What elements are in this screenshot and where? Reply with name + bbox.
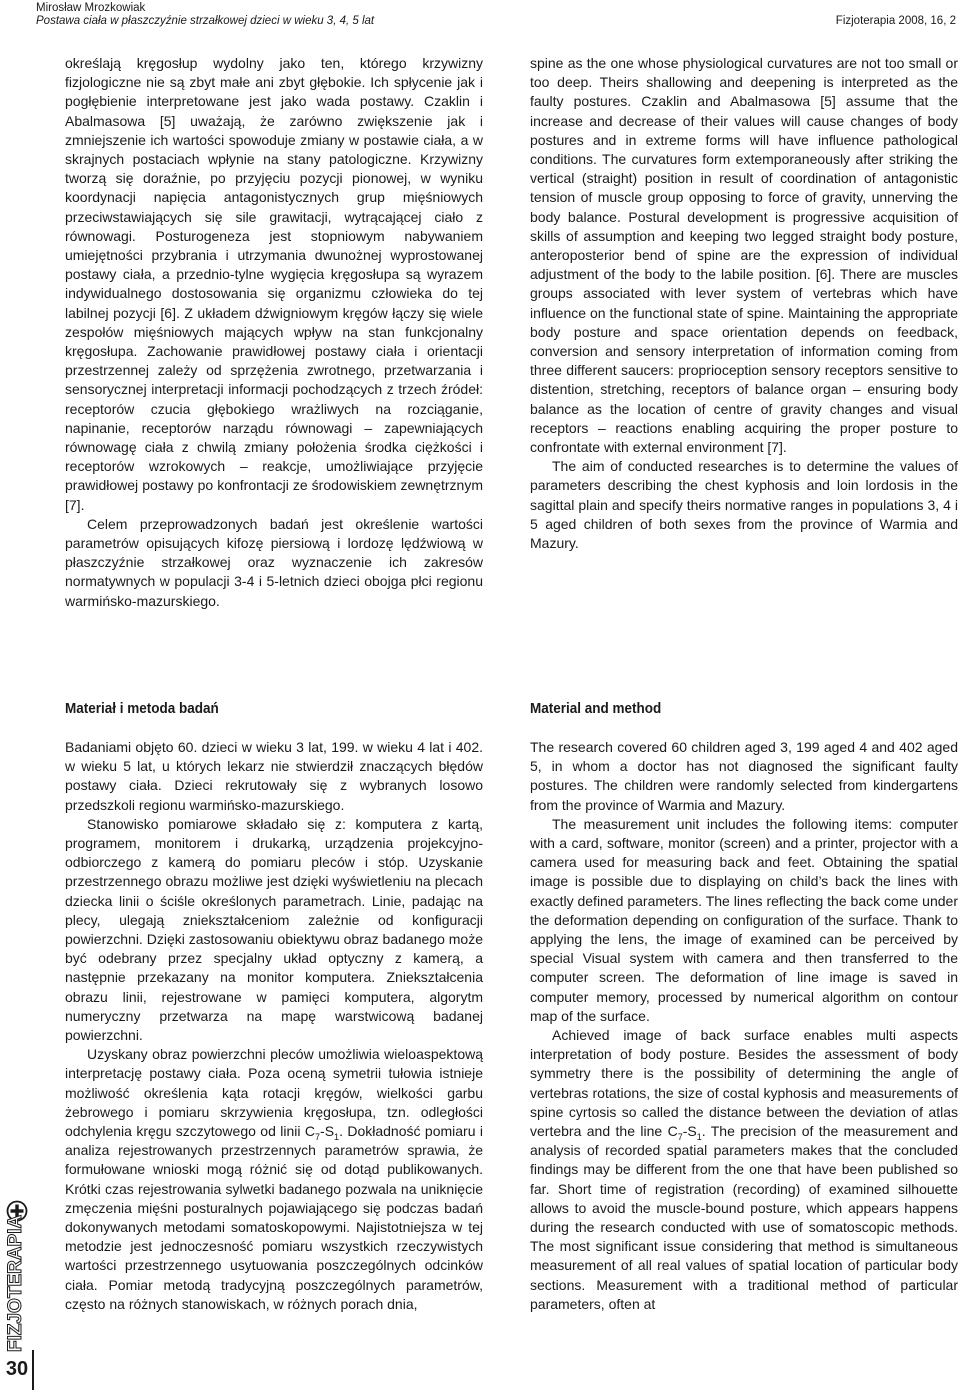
left-method-p3 [65,1045,483,1314]
right-intro-p1: spine as the one whose physiological curvatures are not too small or too deep. Theirs shallowing and deepening is interpreted as the faulty postures. Czaklin and Abalmasowa [5] assume that the increase and decrease of their values will cause changes of body postures and in extreme forms will have influence pathological conditions. The curvatures form extemporaneously after striking the vertical (straight) position in result of coordination of antagonistic tension of muscle group opposing to force of gravity, unnerving the body balance. Postural development is progressive acquisition of skills of assumption and keeping two legged straight body posture, anteroposterior bend of spine are the expression of individual adjustment of the body to the labile position. [6]. There are muscles groups associated with lever system of vertebras which have influence on the functional state of spine. Maintaining the appropriate body posture and space orientation depends on feedback, conversion and sensory interpretation of information coming from three different saucers: proprioception sensory receptors sensitive to distention, stretching, receptors of balance organ – ensuring body balance as the location of centre of gravity changes and visual receptors – reactions enabling acquiring the proper posture to confrontate with external environment [7]. [530,55,958,456]
right-method-p2: The measurement unit includes the following items: computer with a card, software, monitor (screen) and a printer, projector with a camera used for measuring back and feet. Obtaining the spatial image is possible due to displaying on child’s back the lines with exactly defined parameters. The lines reflecting the back come under the deformation depending on configuration of the surface. Thank to applying the lens, the image of examined can be perceived by special Visual system with camera and then transferred to the computer screen. The deformation of line image is saved in computer memory, processed by numerical algorithm on contour map of the surface. [530,815,958,1024]
left-intro-p2: Celem przeprowadzonych badań jest określenie wartości parametrów opisujących kifozę piersiową i lordozę lędźwiową w płaszczyźnie strzałkowej oraz wyznaczenie ich zakresów normatywnych w populacji 3-4 i 5-letnich dzieci obojga płci regionu warmińsko-mazurskiego. [65,515,483,609]
left-method [65,738,483,1314]
header-journal: Fizjoterapia 2008, 16, 2 [835,15,956,27]
left-method-p3-mid: -S [320,1123,335,1140]
left-method-p3-sub2: 1 [334,1131,340,1142]
right-section-heading: Material and method [530,700,662,717]
left-method-p1: Badaniami objęto 60. dzieci w wieku 3 lat, 199. w wieku 4 lat i 402. w wieku 5 lat, u których lekarz nie stwierdził znaczących błędów postawy ciała. Dzieci rekrutowały się z wybranych losowo przedszkoli regionu warmińsko-mazurskiego. [65,739,483,813]
sidebar-rule [32,1350,34,1390]
right-method-p3-b: . The precision of the measurement and analysis of recorded spatial parameters makes that the concluded findings may be different from the one that have been published so far. Short time of registration (recording) of examined silhouette allows to avoid the muscle-bound posture, which appears happens during the research conducted with use of somatoscopic methods. The most significant issue considering that method is simultaneous measurement of all real values of spatial location of particular body sections. Measurement with a traditional method of particular parameters, often at [530,1123,958,1312]
header-author: Mirosław Mrozkowiak [36,2,146,14]
right-method-p3-sub1: 7 [677,1131,683,1142]
left-method-p3-sub1: 7 [315,1131,321,1142]
right-intro [530,54,958,553]
right-method-p3-mid: -S [682,1123,697,1140]
left-section-heading: Materiał i metoda badań [65,700,219,717]
right-method-p3-sub2: 1 [696,1131,702,1142]
left-method-p2: Stanowisko pomiarowe składało się z: komputera z kartą, programem, monitorem i drukarką, urządzenia projekcyjno-odbiorczego z kamerą do pomiaru pleców i stóp. Uzyskanie przestrzennego obrazu możliwe jest dzięki wyświetleniu na plecach dziecka linii o ściśle określonych parametrach. Linie, padając na plecy, ulegają zniekształceniom zależnie od konfiguracji powierzchni. Dzięki zastosowaniu obiektywu obraz badanego może być odebrany przez specjalny układ optyczny z kamerą, a następnie przekazany na monitor komputera. Zniekształcenia obrazu linii, rejestrowane w pamięci komputera, algorytm numeryczny przetwarza na mapę warstwicową badanej powierzchni. [65,815,483,1044]
page-number: 30 [5,1358,29,1380]
header-article-title: Postawa ciała w płaszczyźnie strzałkowej dzieci w wieku 3, 4, 5 lat [36,15,375,27]
left-intro [65,54,483,611]
right-method-p1: The research covered 60 children aged 3, 199 aged 4 and 402 aged 5, in whom a doctor has not diagnosed the significant faulty postures. The children were randomly selected from kindergartens from the province of Warmia and Mazury. [530,739,958,813]
left-method-p3-b: . Dokładność pomiaru i analiza rejestrowanych przestrzennych parametrów sprawia, że formułowane wnioski mogą różnić się od dotąd publikowanych. Krótki czas rejestrowania sylwetki badanego pozwala na uniknięcie zmęczenia mięśni posturalnych pojawiającego się podczas badań dokonywanych metodami somatoskopowymi. Najistotniejsza w tej metodzie jest jednoczesność pomiaru wszystkich rzeczywistych wartości przestrzennego usytuowania poszczególnych odcinków ciała. Pomiar metodą tradycyjną poszczególnych parametrów, często na różnych stanowiskach, w różnych porach dnia, [65,1123,483,1312]
right-method-p3-a: Achieved image of back surface enables multi aspects interpretation of body posture. Besides the assessment of body symmetry there is the possibility of determining the angle of vertebras rotations, the size of costal kyphosis and measurements of spine cyrtosis so called the distance between the deviation of atlas vertebra and the line C [530,1027,958,1140]
right-method-p3 [530,1026,958,1314]
journal-brand: FIZJOTERAPIA [5,1214,26,1352]
left-method-p3-a: Uzyskany obraz powierzchni pleców umożliwia wieloaspektową interpretację postawy ciała. Poza oceną symetrii tułowia istnieje możliwość określenia kąta rotacji kręgów, wielkości garbu żebrowego i pomiaru skrzywienia kręgosłupa, tzn. odległości odchylenia kręgu szczytowego od linii C [65,1046,483,1140]
right-method [530,738,958,1314]
right-intro-p2: The aim of conducted researches is to determine the values of parameters describing the chest kyphosis and loin lordosis in the sagittal plain and specify theirs normative ranges in populations 3, 4 i 5 aged children of both sexes from the province of Warmia and Mazury. [530,458,958,552]
running-header [36,0,960,30]
left-intro-p1: określają kręgosłup wydolny jako ten, którego krzywizny fizjologiczne nie są zbyt małe ani zbyt głębokie. Ich spłycenie jak i pogłębienie interpretowane jest jako wada postawy. Czaklin i Abalmasowa [5] uważają, że zarówno zwiększenie jak i zmniejszenie ich wartości spowoduje zmiany w postawie ciała, a w skrajnych postaciach wpłynie na stany patologiczne. Krzywizny tworzą się doraźnie, po przyjęciu pozycji pionowej, w wyniku koordynacji napięcia antagonistycznych grup mięśniowych przeciwstawiających się sile grawitacji, wytrącającej ciało z równowagi. Posturogeneza jest stopniowym nabywaniem umiejętności przybrania i utrzymania dwunożnej wyprostowanej postawy ciała, a przednio-tylne wygięcia kręgosłupa są wyrazem indywidualnego dostosowania się organizmu człowieka do tej labilnej pozycji [6]. Z układem dźwigniowym kręgów łączy się wiele zespołów mięśniowych mających wpływ na stan funkcjonalny kręgosłupa. Zachowanie prawidłowej postawy ciała i orientacji przestrzennej zależy od sprzężenia zwrotnego, przetwarzania i sensorycznej interpretacji informacji pochodzących z trzech źródeł: receptorów czucia głębokiego wrażliwych na rozciąganie, napinanie, receptorów narządu równowagi – zapewniających równowagę ciała z chwilą zmiany położenia środka ciężkości i receptorów wzrokowych – reakcje, umożliwiające przyjęcie prawidłowej postawy po konfrontacji ze środowiskiem zewnętrznym [7]. [65,55,483,513]
journal-sidebar [2,1200,32,1390]
